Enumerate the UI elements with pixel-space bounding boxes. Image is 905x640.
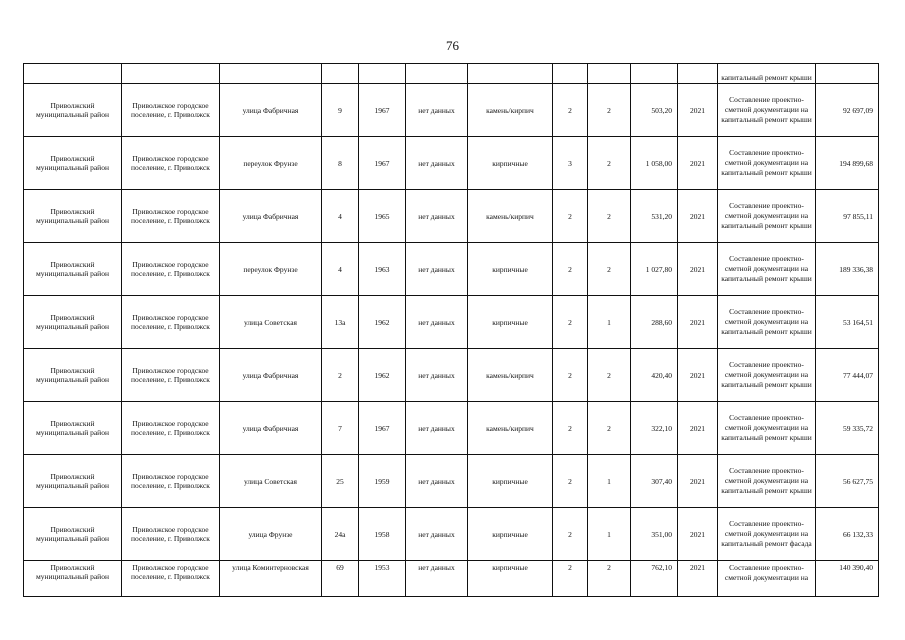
data-cell: нет данных bbox=[406, 190, 468, 243]
entrances-cell: 2 bbox=[588, 243, 631, 296]
data-cell: нет данных bbox=[406, 561, 468, 597]
entrances-cell: 2 bbox=[588, 84, 631, 137]
table-row bbox=[24, 561, 879, 597]
floors-cell: 2 bbox=[553, 455, 588, 508]
house-number-cell: 9 bbox=[322, 84, 359, 137]
cost-cell: 66 132,33 bbox=[816, 508, 879, 561]
district-cell: Приволжский муниципальный район bbox=[24, 190, 122, 243]
area-cell: 420,40 bbox=[631, 349, 678, 402]
work-cell: капитальный ремонт крыши bbox=[718, 64, 816, 84]
data-cell: нет данных bbox=[406, 137, 468, 190]
street-cell: переулок Фрунзе bbox=[220, 137, 322, 190]
settlement-cell: Приволжское городское поселение, г. Приволжск bbox=[122, 137, 220, 190]
table-row bbox=[24, 64, 879, 84]
plan-year-cell: 2021 bbox=[678, 508, 718, 561]
year-cell: 1953 bbox=[359, 561, 406, 597]
material-cell: кирпичные bbox=[468, 296, 553, 349]
cost-cell: 97 855,11 bbox=[816, 190, 879, 243]
table-row bbox=[24, 243, 879, 296]
table-row bbox=[24, 137, 879, 190]
area-cell: 1 058,00 bbox=[631, 137, 678, 190]
street-cell: улица Фабричная bbox=[220, 84, 322, 137]
table-row bbox=[24, 84, 879, 137]
district-cell: Приволжский муниципальный район bbox=[24, 296, 122, 349]
year-cell: 1967 bbox=[359, 137, 406, 190]
house-number-cell: 4 bbox=[322, 190, 359, 243]
year-cell: 1959 bbox=[359, 455, 406, 508]
floors-cell: 2 bbox=[553, 190, 588, 243]
settlement-cell: Приволжское городское поселение, г. Приволжск bbox=[122, 402, 220, 455]
plan-year-cell: 2021 bbox=[678, 349, 718, 402]
settlement-cell: Приволжское городское поселение, г. Приволжск bbox=[122, 349, 220, 402]
data-cell: нет данных bbox=[406, 402, 468, 455]
year-cell: 1958 bbox=[359, 508, 406, 561]
district-cell: Приволжский муниципальный район bbox=[24, 402, 122, 455]
house-number-cell: 8 bbox=[322, 137, 359, 190]
work-cell: Составление проектно-сметной документации на капитальный ремонт крыши bbox=[718, 402, 816, 455]
plan-year-cell: 2021 bbox=[678, 190, 718, 243]
district-cell: Приволжский муниципальный район bbox=[24, 243, 122, 296]
house-number-cell: 2 bbox=[322, 349, 359, 402]
street-cell: улица Фрунзе bbox=[220, 508, 322, 561]
floors-cell: 2 bbox=[553, 84, 588, 137]
repair-schedule-table bbox=[23, 63, 879, 597]
area-cell: 288,60 bbox=[631, 296, 678, 349]
cost-cell: 189 336,38 bbox=[816, 243, 879, 296]
work-cell: Составление проектно-сметной документации на капитальный ремонт крыши bbox=[718, 243, 816, 296]
cost-cell: 140 390,40 bbox=[816, 561, 879, 597]
floors-cell: 2 bbox=[553, 508, 588, 561]
material-cell: кирпичные bbox=[468, 455, 553, 508]
area-cell: 531,20 bbox=[631, 190, 678, 243]
work-cell: Составление проектно-сметной документации на капитальный ремонт фасада bbox=[718, 508, 816, 561]
plan-year-cell: 2021 bbox=[678, 402, 718, 455]
house-number-cell: 25 bbox=[322, 455, 359, 508]
area-cell: 762,10 bbox=[631, 561, 678, 597]
settlement-cell: Приволжское городское поселение, г. Приволжск bbox=[122, 296, 220, 349]
street-cell: улица Фабричная bbox=[220, 349, 322, 402]
district-cell: Приволжский муниципальный район bbox=[24, 455, 122, 508]
floors-cell: 2 bbox=[553, 402, 588, 455]
material-cell: камень/кирпич bbox=[468, 349, 553, 402]
table-row bbox=[24, 349, 879, 402]
district-cell: Приволжский муниципальный район bbox=[24, 561, 122, 597]
work-cell: Составление проектно-сметной документации на капитальный ремонт крыши bbox=[718, 190, 816, 243]
house-number-cell: 13а bbox=[322, 296, 359, 349]
area-cell: 322,10 bbox=[631, 402, 678, 455]
floors-cell: 2 bbox=[553, 349, 588, 402]
floors-cell: 2 bbox=[553, 296, 588, 349]
entrances-cell: 1 bbox=[588, 455, 631, 508]
area-cell: 307,40 bbox=[631, 455, 678, 508]
entrances-cell: 1 bbox=[588, 296, 631, 349]
settlement-cell: Приволжское городское поселение, г. Приволжск bbox=[122, 84, 220, 137]
area-cell: 1 027,80 bbox=[631, 243, 678, 296]
plan-year-cell: 2021 bbox=[678, 84, 718, 137]
cost-cell: 77 444,07 bbox=[816, 349, 879, 402]
floors-cell: 2 bbox=[553, 243, 588, 296]
work-cell: Составление проектно-сметной документации на капитальный ремонт крыши bbox=[718, 84, 816, 137]
cost-cell: 92 697,09 bbox=[816, 84, 879, 137]
year-cell: 1962 bbox=[359, 349, 406, 402]
year-cell: 1965 bbox=[359, 190, 406, 243]
work-cell: Составление проектно-сметной документации на капитальный ремонт крыши bbox=[718, 137, 816, 190]
data-cell: нет данных bbox=[406, 349, 468, 402]
cost-cell: 59 335,72 bbox=[816, 402, 879, 455]
settlement-cell: Приволжское городское поселение, г. Приволжск bbox=[122, 190, 220, 243]
data-cell: нет данных bbox=[406, 508, 468, 561]
entrances-cell: 1 bbox=[588, 508, 631, 561]
year-cell: 1967 bbox=[359, 402, 406, 455]
entrances-cell: 2 bbox=[588, 137, 631, 190]
street-cell: улица Коминтерновская bbox=[220, 561, 322, 597]
table-row bbox=[24, 296, 879, 349]
work-cell: Составление проектно-сметной документации на капитальный ремонт крыши bbox=[718, 349, 816, 402]
work-cell: Составление проектно-сметной документации на капитальный ремонт крыши bbox=[718, 296, 816, 349]
plan-year-cell: 2021 bbox=[678, 455, 718, 508]
district-cell: Приволжский муниципальный район bbox=[24, 508, 122, 561]
plan-year-cell: 2021 bbox=[678, 561, 718, 597]
data-cell: нет данных bbox=[406, 243, 468, 296]
house-number-cell: 4 bbox=[322, 243, 359, 296]
street-cell: улица Фабричная bbox=[220, 190, 322, 243]
district-cell: Приволжский муниципальный район bbox=[24, 349, 122, 402]
entrances-cell: 2 bbox=[588, 561, 631, 597]
area-cell: 503,20 bbox=[631, 84, 678, 137]
plan-year-cell: 2021 bbox=[678, 137, 718, 190]
district-cell: Приволжский муниципальный район bbox=[24, 84, 122, 137]
year-cell: 1967 bbox=[359, 84, 406, 137]
year-cell: 1962 bbox=[359, 296, 406, 349]
cost-cell: 56 627,75 bbox=[816, 455, 879, 508]
settlement-cell: Приволжское городское поселение, г. Приволжск bbox=[122, 243, 220, 296]
district-cell: Приволжский муниципальный район bbox=[24, 137, 122, 190]
table-row bbox=[24, 508, 879, 561]
year-cell: 1963 bbox=[359, 243, 406, 296]
page-number: 76 bbox=[446, 38, 459, 53]
house-number-cell: 24а bbox=[322, 508, 359, 561]
data-cell: нет данных bbox=[406, 455, 468, 508]
entrances-cell: 2 bbox=[588, 349, 631, 402]
cost-cell: 194 899,68 bbox=[816, 137, 879, 190]
work-cell: Составление проектно-сметной документации на капитальный ремонт крыши bbox=[718, 455, 816, 508]
plan-year-cell: 2021 bbox=[678, 296, 718, 349]
work-cell: Составление проектно-сметной документации на bbox=[718, 561, 816, 597]
settlement-cell: Приволжское городское поселение, г. Приволжск bbox=[122, 561, 220, 597]
floors-cell: 2 bbox=[553, 561, 588, 597]
street-cell: улица Советская bbox=[220, 296, 322, 349]
plan-year-cell: 2021 bbox=[678, 243, 718, 296]
entrances-cell: 2 bbox=[588, 190, 631, 243]
house-number-cell: 69 bbox=[322, 561, 359, 597]
material-cell: камень/кирпич bbox=[468, 84, 553, 137]
material-cell: кирпичные bbox=[468, 243, 553, 296]
material-cell: кирпичные bbox=[468, 561, 553, 597]
settlement-cell: Приволжское городское поселение, г. Приволжск bbox=[122, 508, 220, 561]
material-cell: кирпичные bbox=[468, 508, 553, 561]
cost-cell: 53 164,51 bbox=[816, 296, 879, 349]
street-cell: улица Советская bbox=[220, 455, 322, 508]
house-number-cell: 7 bbox=[322, 402, 359, 455]
material-cell: камень/кирпич bbox=[468, 402, 553, 455]
floors-cell: 3 bbox=[553, 137, 588, 190]
settlement-cell: Приволжское городское поселение, г. Приволжск bbox=[122, 455, 220, 508]
table-row bbox=[24, 402, 879, 455]
data-cell: нет данных bbox=[406, 84, 468, 137]
street-cell: переулок Фрунзе bbox=[220, 243, 322, 296]
area-cell: 351,00 bbox=[631, 508, 678, 561]
data-cell: нет данных bbox=[406, 296, 468, 349]
street-cell: улица Фабричная bbox=[220, 402, 322, 455]
material-cell: камень/кирпич bbox=[468, 190, 553, 243]
material-cell: кирпичные bbox=[468, 137, 553, 190]
table-row bbox=[24, 190, 879, 243]
table-row bbox=[24, 455, 879, 508]
entrances-cell: 2 bbox=[588, 402, 631, 455]
